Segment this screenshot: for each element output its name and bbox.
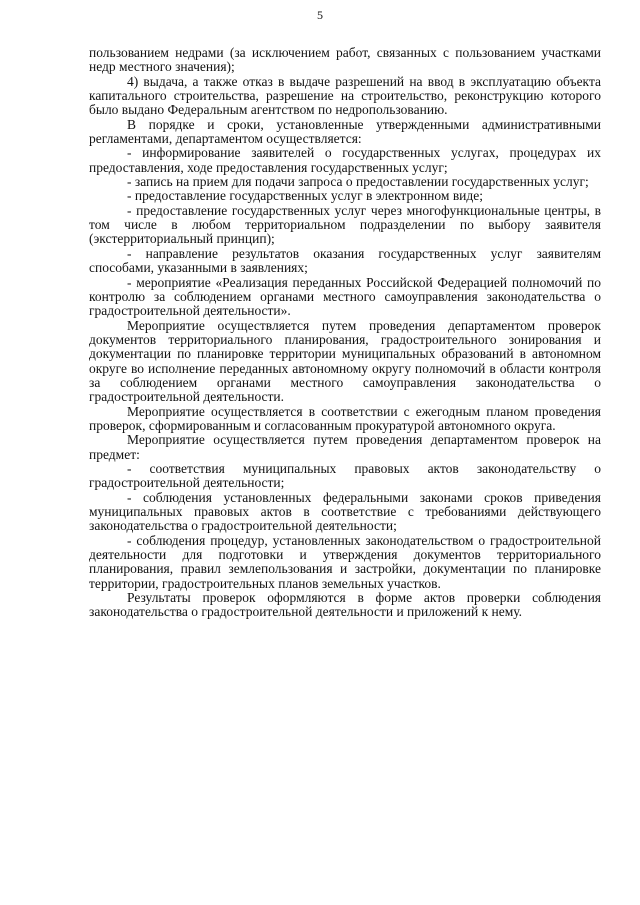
list-item: - соответствия муниципальных правовых актов законодательству о градостроительной деятельности; bbox=[89, 460, 601, 491]
list-item: - соблюдения процедур, установленных законодательством о градостроительной деятельности для подготовки и утверждения документов территориального планирования, правил землепользования и застройки, документации по планировке территории, градостроительных планов земельных участков. bbox=[89, 532, 601, 591]
list-item: - запись на прием для подачи запроса о предоставлении государственных услуг; bbox=[127, 174, 589, 190]
list-item: - информирование заявителей о государственных услугах, процедурах их предоставления, ходе предоставления государственных услуг; bbox=[89, 145, 601, 175]
list-item: - направление результатов оказания государственных услуг заявителям способами, указанными в заявлениях; bbox=[89, 245, 601, 276]
list-item: - мероприятие «Реализация переданных Российской Федерацией полномочий по контролю за соблюдением органами местного самоуправления законодательства о градостроительной деятельности». bbox=[89, 274, 601, 319]
list-item: - соблюдения установленных федеральными законами сроков приведения муниципальных правовых актов в соответствие с требованиями действующего законодательства о градостроительной деятельности; bbox=[89, 489, 601, 534]
paragraph: Мероприятие осуществляется путем проведения департаментом проверок документов территориального планирования, градостроительного зонирования и документации по планировке территории муниципальных образований в автономном округе во исполнение переданных автономному округу полномочий в области контроля за соблюдением органами местного самоуправления законодательства о градостроительной деятельности. bbox=[89, 317, 601, 405]
list-item: - предоставление государственных услуг в электронном виде; bbox=[127, 188, 484, 204]
paragraph: Мероприятие осуществляется в соответствии с ежегодным планом проведения проверок, сформированным и согласованным прокуратурой автономного округа. bbox=[89, 403, 601, 433]
paragraph: В порядке и сроки, установленные утвержденными административными регламентами, департаментом осуществляется: bbox=[89, 116, 601, 147]
paragraph: Результаты проверок оформляются в форме актов проверки соблюдения законодательства о градостроительной деятельности и приложений к нему. bbox=[89, 590, 601, 620]
page-number: 5 bbox=[317, 8, 323, 22]
paragraph: Мероприятие осуществляется путем проведения департаментом проверок на предмет: bbox=[89, 432, 601, 462]
paragraph: 4) выдача, а также отказ в выдаче разрешений на ввод в эксплуатацию объекта капитального строительства, разрешение на строительство, реконструкцию которого было выдано Федеральным агентством по недропользованию. bbox=[89, 73, 601, 118]
list-item: - предоставление государственных услуг через многофункциональные центры, в том числе в любом территориальном подразделении по выбору заявителя (экстерриториальный принцип); bbox=[89, 202, 601, 247]
document-body bbox=[89, 46, 601, 620]
paragraph: пользованием недрами (за исключением работ, связанных с пользованием участками недр местного значения); bbox=[89, 45, 601, 75]
